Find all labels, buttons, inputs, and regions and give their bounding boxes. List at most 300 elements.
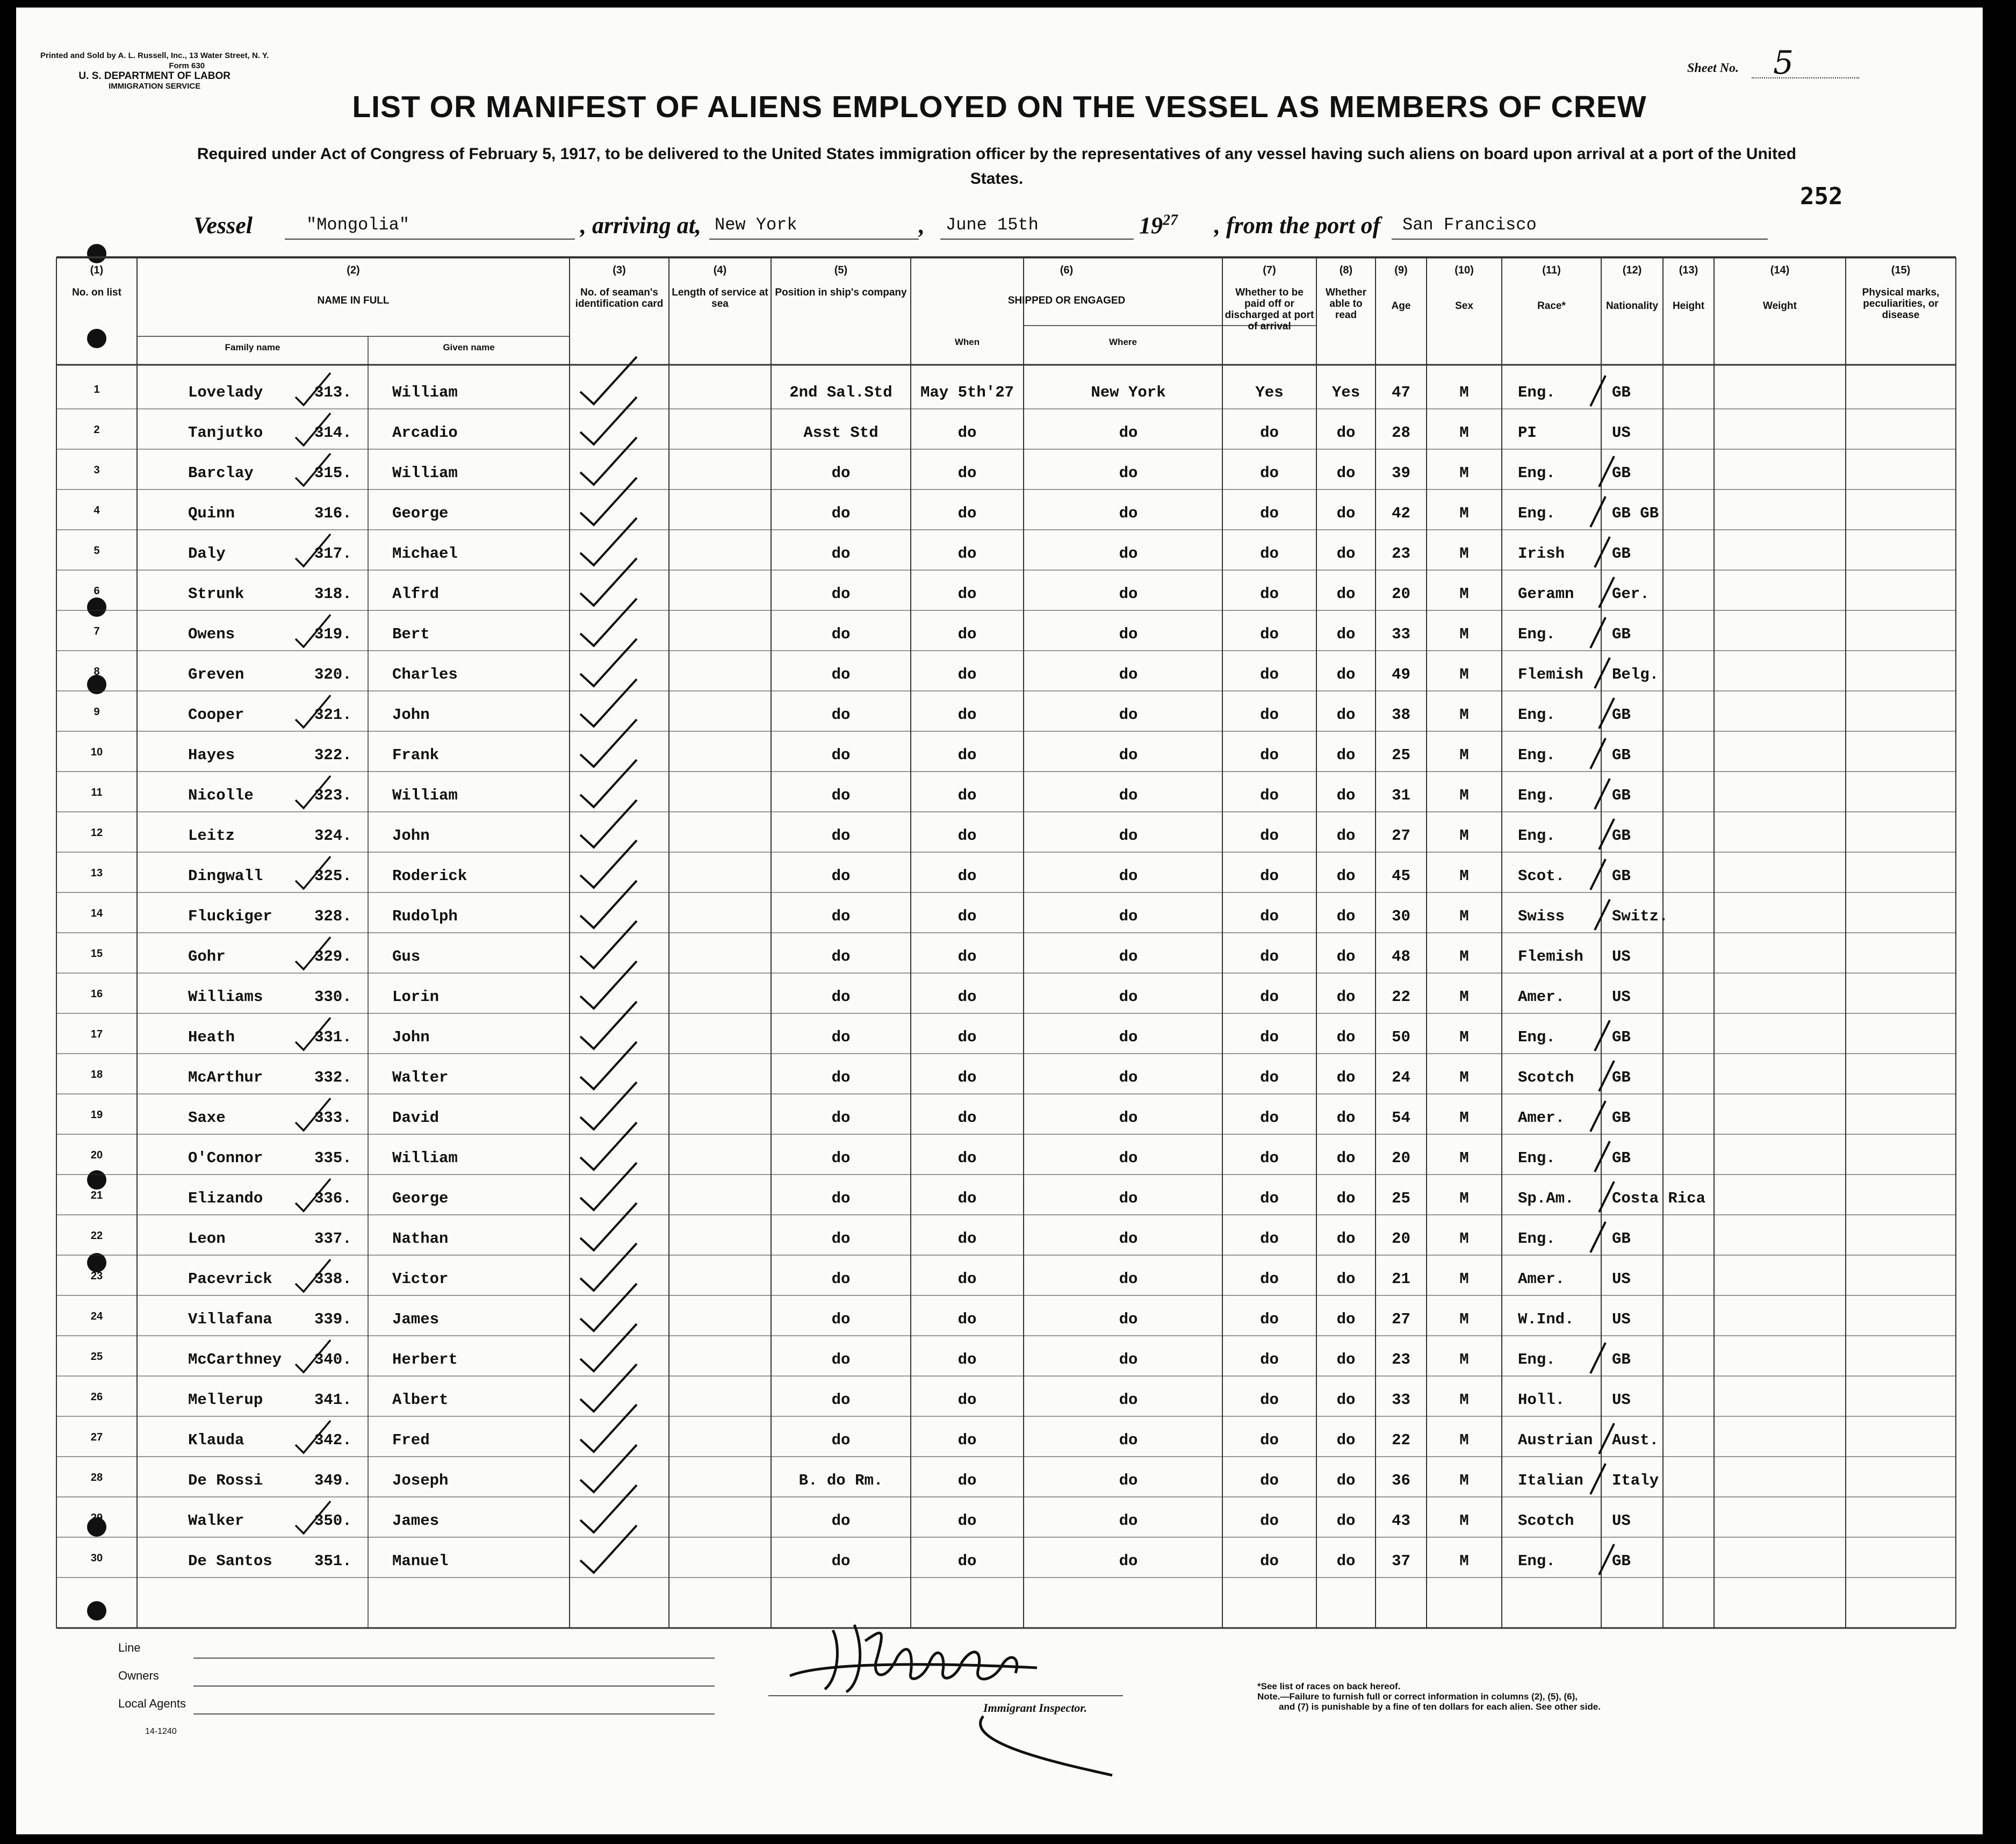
year-suffix: 27 <box>1163 212 1178 229</box>
shipped-when: do <box>957 464 977 482</box>
column-number: (5) <box>834 264 848 276</box>
row-number: 14 <box>90 907 103 919</box>
card-number: 329. <box>314 948 352 966</box>
race: Scotch <box>1518 1069 1574 1086</box>
race: Eng. <box>1518 1028 1556 1046</box>
sex: M <box>1459 1270 1469 1288</box>
paid-off: do <box>1260 867 1279 885</box>
position: do <box>831 1391 851 1409</box>
sheet-number-value: 5 <box>1773 44 1794 82</box>
row-number: 22 <box>90 1230 103 1242</box>
row-number: 13 <box>90 867 103 879</box>
sex: M <box>1459 787 1469 804</box>
row-number: 19 <box>90 1109 103 1121</box>
family-name: Hayes <box>188 746 235 764</box>
family-name-header: Family name <box>225 342 280 352</box>
card-number: 337. <box>314 1230 352 1248</box>
age: 31 <box>1392 787 1410 804</box>
sex: M <box>1459 1190 1469 1207</box>
able-to-read: do <box>1336 867 1356 885</box>
paid-off: do <box>1260 1149 1279 1167</box>
given-name: James <box>392 1310 440 1328</box>
row-number: 3 <box>93 464 100 476</box>
sex: M <box>1459 1552 1469 1570</box>
nationality: GB <box>1612 706 1631 724</box>
card-number: 350. <box>314 1512 352 1530</box>
age: 54 <box>1392 1109 1410 1127</box>
sex: M <box>1459 948 1469 966</box>
paid-off: do <box>1260 1270 1279 1288</box>
able-to-read: do <box>1336 706 1356 724</box>
position: 2nd Sal.Std <box>789 384 892 401</box>
shipped-where: do <box>1119 545 1138 563</box>
race: Amer. <box>1518 988 1565 1006</box>
signature-label: Immigrant Inspector. <box>983 1701 1088 1715</box>
vessel-label: Vessel <box>193 212 253 239</box>
sex: M <box>1459 464 1469 482</box>
given-name: James <box>392 1512 440 1530</box>
paid-off: do <box>1260 666 1279 683</box>
given-name: Rudolph <box>392 907 458 925</box>
shipped-where: do <box>1119 1069 1138 1086</box>
family-name: Dingwall <box>188 867 263 885</box>
age: 27 <box>1392 827 1410 845</box>
age: 23 <box>1392 1351 1410 1368</box>
shipped-where-header: Where <box>1109 337 1137 347</box>
family-name: Barclay <box>188 464 254 482</box>
nationality: GB <box>1612 746 1631 764</box>
card-number: 321. <box>314 706 352 724</box>
column-label: Sex <box>1455 300 1473 312</box>
column-label: Whether able to read <box>1326 287 1366 321</box>
card-number: 338. <box>314 1270 352 1288</box>
able-to-read: do <box>1336 464 1356 482</box>
paid-off: do <box>1260 1230 1279 1248</box>
row-number: 7 <box>93 625 100 637</box>
shipped-when: do <box>957 787 977 804</box>
age: 25 <box>1392 746 1410 764</box>
able-to-read: do <box>1336 1351 1356 1368</box>
stamped-serial-number: 252 <box>1800 183 1843 210</box>
paid-off: do <box>1260 1472 1279 1489</box>
given-name: Walter <box>392 1069 449 1086</box>
column-number: (4) <box>713 264 727 276</box>
card-number: 322. <box>314 746 352 764</box>
row-number: 1 <box>93 384 100 395</box>
position: do <box>831 1552 851 1570</box>
column-number: (12) <box>1622 264 1642 276</box>
able-to-read: do <box>1336 1391 1356 1409</box>
paid-off: do <box>1260 1552 1279 1570</box>
card-number: 320. <box>314 666 352 683</box>
age: 50 <box>1392 1028 1410 1046</box>
row-number: 28 <box>90 1472 103 1483</box>
shipped-when-header: When <box>954 337 980 347</box>
position: do <box>831 1028 851 1046</box>
document-title: LIST OR MANIFEST OF ALIENS EMPLOYED ON THE VESSEL AS MEMBERS OF CREW <box>352 90 1647 124</box>
age: 20 <box>1392 585 1410 603</box>
sex: M <box>1459 746 1469 764</box>
shipped-where: do <box>1119 625 1138 643</box>
card-number: 314. <box>314 424 352 442</box>
row-number: 24 <box>90 1310 103 1322</box>
given-name: William <box>392 1149 458 1167</box>
family-name: Pacevrick <box>188 1270 272 1288</box>
family-name: Gohr <box>188 948 226 966</box>
shipped-when: do <box>957 867 977 885</box>
card-number: 319. <box>314 625 352 643</box>
sex: M <box>1459 1472 1469 1489</box>
able-to-read: Yes <box>1331 384 1360 401</box>
column-number: (14) <box>1770 264 1790 276</box>
nationality: GB GB <box>1612 505 1659 522</box>
shipped-where: do <box>1119 1149 1138 1167</box>
column-label: Nationality <box>1605 300 1659 312</box>
footnote <box>1257 1681 1601 1712</box>
paid-off: Yes <box>1255 384 1284 401</box>
printer-line: Printed and Sold by A. L. Russell, Inc., 13 Water Street, N. Y. <box>40 51 269 60</box>
sex: M <box>1459 1391 1469 1409</box>
shipped-when: do <box>957 1270 977 1288</box>
age: 48 <box>1392 948 1410 966</box>
age: 22 <box>1392 988 1410 1006</box>
card-number: 317. <box>314 545 352 563</box>
family-name: Greven <box>188 666 244 683</box>
family-name: O'Connor <box>188 1149 263 1167</box>
paid-off: do <box>1260 585 1279 603</box>
card-number: 340. <box>314 1351 352 1368</box>
race: Swiss <box>1518 907 1565 925</box>
paid-off: do <box>1260 988 1279 1006</box>
able-to-read: do <box>1336 625 1356 643</box>
able-to-read: do <box>1336 746 1356 764</box>
row-number: 30 <box>90 1552 103 1564</box>
able-to-read: do <box>1336 1230 1356 1248</box>
position: do <box>831 1512 851 1530</box>
race: Eng. <box>1518 1149 1556 1167</box>
shipped-where: do <box>1119 787 1138 804</box>
age: 45 <box>1392 867 1410 885</box>
nationality: Italy <box>1612 1472 1659 1489</box>
family-name: Tanjutko <box>188 424 263 442</box>
sex: M <box>1459 1149 1469 1167</box>
column-label: Weight <box>1763 300 1797 312</box>
able-to-read: do <box>1336 1109 1356 1127</box>
age: 20 <box>1392 1149 1410 1167</box>
paid-off: do <box>1260 827 1279 845</box>
column-label: Position in ship's company <box>775 287 907 298</box>
shipped-when: do <box>957 706 977 724</box>
nationality: GB <box>1612 1149 1631 1167</box>
paid-off: do <box>1260 464 1279 482</box>
card-number: 336. <box>314 1190 352 1207</box>
age: 39 <box>1392 464 1410 482</box>
given-name: Manuel <box>392 1552 449 1570</box>
position: do <box>831 746 851 764</box>
given-name: William <box>392 464 458 482</box>
family-name: Nicolle <box>188 787 254 804</box>
manifest-sheet <box>16 8 1983 1834</box>
position: do <box>831 625 851 643</box>
able-to-read: do <box>1336 1310 1356 1328</box>
card-number: 316. <box>314 505 352 522</box>
able-to-read: do <box>1336 1190 1356 1207</box>
sex: M <box>1459 666 1469 683</box>
position: do <box>831 1149 851 1167</box>
given-name: Herbert <box>392 1351 458 1368</box>
sex: M <box>1459 907 1469 925</box>
card-number: 324. <box>314 827 352 845</box>
shipped-where: do <box>1119 1391 1138 1409</box>
race: Eng. <box>1518 1351 1556 1368</box>
able-to-read: do <box>1336 1472 1356 1489</box>
nationality: GB <box>1612 1230 1631 1248</box>
comma-sep: , <box>919 212 925 239</box>
race: Scot. <box>1518 867 1565 885</box>
column-number: (13) <box>1679 264 1698 276</box>
card-number: 349. <box>314 1472 352 1489</box>
nationality: US <box>1612 988 1631 1006</box>
paid-off: do <box>1260 505 1279 522</box>
age: 33 <box>1392 1391 1410 1409</box>
row-number: 23 <box>90 1270 103 1282</box>
shipped-where: do <box>1119 585 1138 603</box>
shipped-when: do <box>957 746 977 764</box>
shipped-where: do <box>1119 1431 1138 1449</box>
shipped-where: do <box>1119 1109 1138 1127</box>
shipped-when: do <box>957 545 977 563</box>
given-name: Joseph <box>392 1472 449 1489</box>
row-number: 21 <box>90 1190 103 1201</box>
department-name: U. S. DEPARTMENT OF LABOR <box>78 70 231 82</box>
given-name: Charles <box>392 666 458 683</box>
nationality: US <box>1612 1512 1631 1530</box>
shipped-when: do <box>957 1230 977 1248</box>
form-id: 14-1240 <box>145 1727 177 1736</box>
family-name: Villafana <box>188 1310 272 1328</box>
row-number: 15 <box>90 948 103 960</box>
position: do <box>831 1230 851 1248</box>
race: Eng. <box>1518 625 1556 643</box>
row-number: 4 <box>93 505 100 516</box>
position: do <box>831 464 851 482</box>
row-number: 11 <box>91 787 103 798</box>
age: 38 <box>1392 706 1410 724</box>
age: 30 <box>1392 907 1410 925</box>
able-to-read: do <box>1336 1431 1356 1449</box>
able-to-read: do <box>1336 1028 1356 1046</box>
family-name: Leon <box>188 1230 226 1248</box>
able-to-read: do <box>1336 988 1356 1006</box>
shipped-when: do <box>957 1512 977 1530</box>
race: Amer. <box>1518 1270 1565 1288</box>
sheet-number-label: Sheet No. <box>1687 61 1739 75</box>
race: Sp.Am. <box>1518 1190 1574 1207</box>
able-to-read: do <box>1336 1149 1356 1167</box>
family-name: Mellerup <box>188 1391 263 1409</box>
shipped-when: do <box>957 1391 977 1409</box>
column-label: Length of service at sea <box>672 287 768 309</box>
position: do <box>831 1310 851 1328</box>
column-number: (10) <box>1455 264 1474 276</box>
race: Eng. <box>1518 1230 1556 1248</box>
paid-off: do <box>1260 1190 1279 1207</box>
age: 36 <box>1392 1472 1410 1489</box>
given-name: George <box>392 1190 449 1207</box>
race: Eng. <box>1518 827 1556 845</box>
shipped-when: do <box>957 1552 977 1570</box>
race: W.Ind. <box>1518 1310 1574 1328</box>
family-name: Leitz <box>188 827 235 845</box>
nationality: GB <box>1612 625 1631 643</box>
able-to-read: do <box>1336 666 1356 683</box>
column-label: Height <box>1672 300 1705 312</box>
position: do <box>831 988 851 1006</box>
nationality: Belg. <box>1612 666 1659 683</box>
able-to-read: do <box>1336 1512 1356 1530</box>
family-name: Owens <box>188 625 235 643</box>
nationality: Ger. <box>1612 585 1650 603</box>
card-number: 341. <box>314 1391 352 1409</box>
age: 33 <box>1392 625 1410 643</box>
card-number: 318. <box>314 585 352 603</box>
card-number: 313. <box>314 384 352 401</box>
nationality: Switz. <box>1612 907 1668 925</box>
position: do <box>831 948 851 966</box>
nationality: US <box>1612 1310 1631 1328</box>
nationality: GB <box>1612 787 1631 804</box>
age: 47 <box>1392 384 1410 401</box>
family-name: McArthur <box>188 1069 263 1086</box>
able-to-read: do <box>1336 545 1356 563</box>
family-name: Saxe <box>188 1109 226 1127</box>
arriving-port: New York <box>715 215 797 235</box>
column-number: (2) <box>347 264 360 276</box>
shipped-where: do <box>1119 1472 1138 1489</box>
column-number: (7) <box>1263 264 1276 276</box>
sex: M <box>1459 505 1469 522</box>
row-number: 2 <box>93 424 100 436</box>
able-to-read: do <box>1336 907 1356 925</box>
race: Eng. <box>1518 384 1556 401</box>
row-number: 20 <box>90 1149 103 1161</box>
column-label: No. of seaman's identification card <box>575 287 664 309</box>
paid-off: do <box>1260 1069 1279 1086</box>
row-number: 12 <box>90 827 103 839</box>
sex: M <box>1459 1028 1469 1046</box>
paid-off: do <box>1260 545 1279 563</box>
shipped-when: do <box>957 948 977 966</box>
given-name: Roderick <box>392 867 467 885</box>
sex: M <box>1459 545 1469 563</box>
sex: M <box>1459 1109 1469 1127</box>
shipped-where: do <box>1119 464 1138 482</box>
nationality: GB <box>1612 1109 1631 1127</box>
shipped-when: do <box>957 1472 977 1489</box>
paid-off: do <box>1260 948 1279 966</box>
age: 49 <box>1392 666 1410 683</box>
paid-off: do <box>1260 1391 1279 1409</box>
race: Holl. <box>1518 1391 1565 1409</box>
card-number: 332. <box>314 1069 352 1086</box>
year-prefix: 19 <box>1139 212 1163 239</box>
sex: M <box>1459 1351 1469 1368</box>
row-number: 10 <box>90 746 103 758</box>
race: Geramn <box>1518 585 1574 603</box>
position: B. do Rm. <box>798 1472 883 1489</box>
family-name: Cooper <box>188 706 244 724</box>
paid-off: do <box>1260 706 1279 724</box>
race: Eng. <box>1518 505 1556 522</box>
paid-off: do <box>1260 1310 1279 1328</box>
paid-off: do <box>1260 1028 1279 1046</box>
given-name: Nathan <box>392 1230 449 1248</box>
paid-off: do <box>1260 907 1279 925</box>
row-number: 26 <box>90 1391 103 1403</box>
inspector-signature <box>790 1625 1112 1775</box>
sex: M <box>1459 827 1469 845</box>
row-number: 16 <box>90 988 103 1000</box>
given-name: Arcadio <box>392 424 458 442</box>
able-to-read: do <box>1336 1552 1356 1570</box>
nationality: GB <box>1612 545 1631 563</box>
shipped-when: do <box>957 666 977 683</box>
shipped-when: do <box>957 988 977 1006</box>
paid-off: do <box>1260 1431 1279 1449</box>
shipped-where: do <box>1119 988 1138 1006</box>
given-name: Victor <box>392 1270 449 1288</box>
age: 21 <box>1392 1270 1410 1288</box>
shipped-when: do <box>957 585 977 603</box>
line-label: Line <box>118 1641 141 1654</box>
family-name: Fluckiger <box>188 907 272 925</box>
nationality: US <box>1612 1270 1631 1288</box>
family-name: Elizando <box>188 1190 263 1207</box>
position: do <box>831 787 851 804</box>
given-name: Gus <box>392 948 421 966</box>
sex: M <box>1459 1230 1469 1248</box>
position: do <box>831 907 851 925</box>
nationality: US <box>1612 948 1631 966</box>
shipped-where: do <box>1119 666 1138 683</box>
given-name: Alfrd <box>392 585 440 603</box>
race: PI <box>1518 424 1537 442</box>
column-number: (8) <box>1339 264 1353 276</box>
service-name: IMMIGRATION SERVICE <box>109 82 201 91</box>
race: Amer. <box>1518 1109 1565 1127</box>
position: do <box>831 706 851 724</box>
position: do <box>831 1069 851 1086</box>
able-to-read: do <box>1336 787 1356 804</box>
card-number: 342. <box>314 1431 352 1449</box>
card-number: 331. <box>314 1028 352 1046</box>
shipped-when: do <box>957 424 977 442</box>
shipped-when: do <box>957 907 977 925</box>
shipped-when: do <box>957 505 977 522</box>
nationality: GB <box>1612 384 1631 401</box>
nationality: GB <box>1612 1069 1631 1086</box>
given-name: Fred <box>392 1431 430 1449</box>
given-name-header: Given name <box>443 342 495 352</box>
sex: M <box>1459 867 1469 885</box>
footnote-penalty-cont: and (7) is punishable by a fine of ten dollars for each alien. See other side. <box>1279 1702 1601 1712</box>
shipped-when: do <box>957 1351 977 1368</box>
age: 37 <box>1392 1552 1410 1570</box>
age: 25 <box>1392 1190 1410 1207</box>
nationality: US <box>1612 1391 1631 1409</box>
given-name: David <box>392 1109 440 1127</box>
shipped-when: May 5th'27 <box>920 384 1014 401</box>
